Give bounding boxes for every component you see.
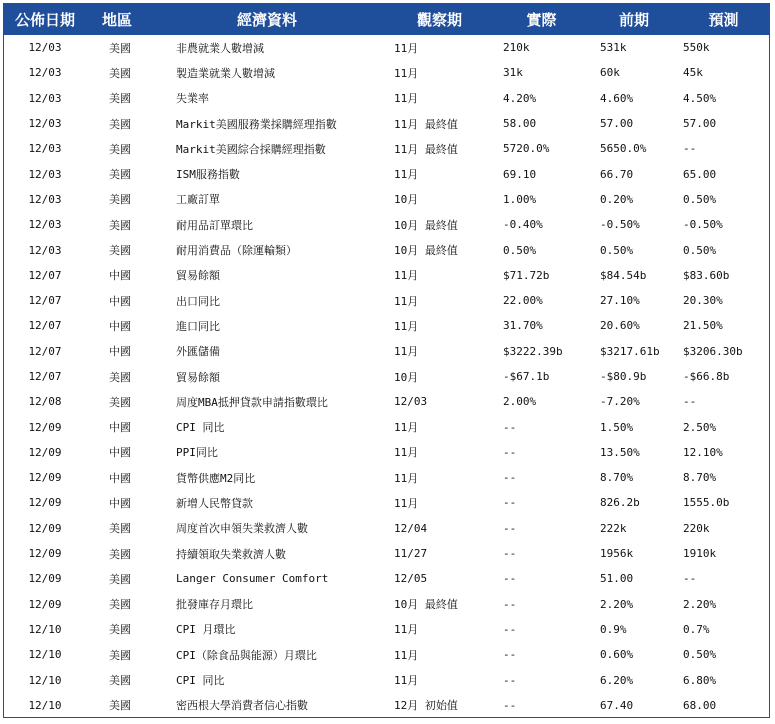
cell-region: 中國	[109, 421, 131, 435]
cell-period: 11月	[394, 319, 419, 333]
cell-previous: 1956k	[600, 547, 634, 561]
cell-release-date: 12/07	[28, 344, 62, 358]
cell-previous: 51.00	[600, 572, 634, 586]
cell-economic-data: 批發庫存月環比	[176, 598, 253, 612]
cell-region: 美國	[109, 142, 131, 156]
cell-release-date: 12/03	[28, 117, 62, 131]
cell-forecast: --	[683, 395, 697, 409]
cell-previous: 27.10%	[600, 294, 640, 308]
cell-period: 11月 最終值	[394, 117, 458, 131]
table-row	[4, 414, 769, 439]
cell-region: 美國	[109, 244, 131, 258]
cell-period: 11/27	[394, 547, 428, 561]
cell-previous: 57.00	[600, 117, 634, 131]
cell-actual: 31k	[503, 66, 523, 80]
cell-forecast: 1910k	[683, 547, 717, 561]
table-row	[4, 187, 769, 212]
cell-release-date: 12/03	[28, 142, 62, 156]
cell-release-date: 12/03	[28, 243, 62, 257]
cell-previous: 66.70	[600, 167, 634, 181]
cell-release-date: 12/09	[28, 420, 62, 434]
table-row	[4, 465, 769, 490]
cell-actual: --	[503, 445, 517, 459]
cell-economic-data: CPI 月環比	[176, 623, 236, 637]
cell-release-date: 12/03	[28, 167, 62, 181]
cell-economic-data: ISM服務指數	[176, 168, 240, 182]
cell-economic-data: CPI（除食品與能源）月環比	[176, 648, 317, 662]
cell-previous: 222k	[600, 521, 627, 535]
cell-actual: -$67.1b	[503, 370, 550, 383]
cell-actual: --	[503, 471, 517, 485]
cell-forecast: 1555.0b	[683, 496, 730, 510]
cell-period: 11月	[394, 66, 419, 80]
table-row	[4, 364, 769, 389]
cell-actual: --	[503, 698, 517, 712]
cell-forecast: 0.50%	[683, 243, 717, 257]
table-row	[4, 86, 769, 111]
cell-economic-data: 非農就業人數增減	[176, 41, 264, 55]
header-economic-data: 經濟資料	[236, 11, 297, 29]
cell-economic-data: 貿易餘額	[176, 370, 220, 384]
table-row	[4, 566, 769, 591]
cell-period: 10月	[394, 193, 419, 207]
table-row	[4, 111, 769, 136]
cell-forecast: 4.50%	[683, 91, 717, 105]
cell-region: 美國	[109, 92, 131, 106]
cell-period: 11月	[394, 92, 419, 106]
cell-region: 美國	[109, 572, 131, 586]
cell-region: 美國	[109, 598, 131, 612]
cell-forecast: 6.80%	[683, 673, 717, 687]
cell-release-date: 12/09	[28, 597, 62, 611]
cell-previous: -7.20%	[600, 395, 640, 409]
cell-actual: 2.00%	[503, 395, 537, 409]
cell-release-date: 12/09	[28, 572, 62, 586]
cell-forecast: 2.20%	[683, 597, 717, 611]
cell-period: 11月	[394, 471, 419, 485]
cell-forecast: 0.50%	[683, 192, 717, 206]
header-region: 地區	[101, 11, 132, 29]
cell-previous: -$80.9b	[600, 370, 647, 383]
table-row	[4, 313, 769, 338]
table-row	[4, 541, 769, 566]
cell-actual: --	[503, 420, 517, 434]
cell-region: 美國	[109, 699, 131, 713]
table-row	[4, 440, 769, 465]
economic-calendar-table	[4, 4, 769, 718]
cell-region: 中國	[109, 496, 131, 510]
cell-period: 11月	[394, 41, 419, 55]
cell-period: 10月 最終值	[394, 244, 458, 258]
cell-period: 10月 最終值	[394, 598, 458, 612]
cell-release-date: 12/10	[28, 698, 62, 712]
header-forecast: 預測	[708, 11, 739, 29]
cell-actual: --	[503, 622, 517, 636]
cell-region: 美國	[109, 66, 131, 80]
cell-region: 美國	[109, 395, 131, 409]
cell-actual: --	[503, 572, 517, 586]
cell-actual: 69.10	[503, 167, 537, 181]
cell-forecast: $83.60b	[683, 268, 730, 282]
cell-period: 12/03	[394, 395, 428, 409]
cell-region: 美國	[109, 674, 131, 688]
cell-release-date: 12/10	[28, 648, 62, 662]
cell-previous: -0.50%	[600, 218, 640, 232]
cell-economic-data: 持續領取失業救濟人數	[176, 547, 286, 561]
cell-period: 12月 初始值	[394, 699, 458, 713]
cell-previous: 0.60%	[600, 648, 634, 662]
cell-period: 11月	[394, 294, 419, 308]
cell-period: 12/04	[394, 521, 428, 535]
cell-economic-data: 新增人民幣貸款	[176, 496, 253, 510]
cell-actual: --	[503, 648, 517, 662]
cell-period: 11月	[394, 421, 419, 435]
cell-previous: 1.50%	[600, 420, 634, 434]
table-row	[4, 35, 769, 60]
cell-actual: 31.70%	[503, 319, 543, 333]
cell-previous: 0.20%	[600, 192, 634, 206]
cell-previous: 0.9%	[600, 622, 627, 636]
cell-region: 美國	[109, 623, 131, 637]
cell-period: 11月	[394, 345, 419, 359]
cell-release-date: 12/07	[28, 268, 62, 282]
cell-previous: 531k	[600, 41, 627, 55]
cell-actual: 210k	[503, 41, 530, 55]
cell-economic-data: 外匯儲備	[176, 345, 220, 359]
cell-period: 10月	[394, 370, 419, 384]
cell-release-date: 12/09	[28, 445, 62, 459]
cell-region: 美國	[109, 522, 131, 536]
cell-forecast: -$66.8b	[683, 370, 730, 383]
cell-actual: -0.40%	[503, 218, 543, 232]
cell-forecast: 12.10%	[683, 445, 723, 459]
table-row	[4, 288, 769, 313]
cell-economic-data: 耐用品訂單環比	[176, 218, 253, 232]
cell-economic-data: 工廠訂單	[176, 193, 220, 207]
table-row	[4, 212, 769, 237]
cell-release-date: 12/03	[28, 192, 62, 206]
table-row	[4, 693, 769, 718]
cell-region: 中國	[109, 294, 131, 308]
cell-economic-data: 貿易餘額	[176, 269, 220, 283]
cell-previous: 13.50%	[600, 445, 640, 459]
cell-forecast: 0.50%	[683, 648, 717, 662]
cell-period: 11月	[394, 269, 419, 283]
cell-region: 美國	[109, 117, 131, 131]
cell-previous: 4.60%	[600, 91, 634, 105]
cell-region: 美國	[109, 370, 131, 384]
cell-period: 11月	[394, 674, 419, 688]
cell-release-date: 12/03	[28, 66, 62, 80]
cell-forecast: 0.7%	[683, 622, 710, 636]
cell-release-date: 12/03	[28, 91, 62, 105]
cell-forecast: --	[683, 572, 697, 586]
cell-release-date: 12/07	[28, 294, 62, 308]
cell-region: 中國	[109, 471, 131, 485]
cell-release-date: 12/07	[28, 319, 62, 333]
economic-calendar-frame	[3, 3, 770, 718]
table-row	[4, 617, 769, 642]
table-row	[4, 389, 769, 414]
cell-actual: 58.00	[503, 117, 537, 131]
cell-period: 11月	[394, 496, 419, 510]
header-previous: 前期	[618, 11, 649, 29]
cell-economic-data: 製造業就業人數增減	[176, 66, 275, 80]
cell-actual: --	[503, 597, 517, 611]
cell-forecast: 21.50%	[683, 319, 723, 333]
cell-actual: 1.00%	[503, 192, 537, 206]
cell-economic-data: 失業率	[176, 92, 209, 106]
cell-economic-data: 貨幣供應M2同比	[176, 471, 256, 485]
cell-economic-data: 周度MBA抵押貸款申請指數環比	[176, 395, 328, 409]
cell-region: 美國	[109, 41, 131, 55]
cell-region: 美國	[109, 168, 131, 182]
cell-release-date: 12/10	[28, 622, 62, 636]
table-row	[4, 592, 769, 617]
cell-release-date: 12/03	[28, 41, 62, 55]
cell-previous: 67.40	[600, 698, 634, 712]
cell-forecast: 550k	[683, 41, 710, 55]
cell-previous: 2.20%	[600, 597, 634, 611]
header-period: 觀察期	[416, 11, 462, 29]
cell-forecast: 45k	[683, 66, 703, 80]
cell-actual: 0.50%	[503, 243, 537, 257]
cell-release-date: 12/07	[28, 370, 62, 383]
cell-economic-data: 出口同比	[176, 294, 220, 308]
table-header-row	[4, 4, 769, 35]
cell-previous: 20.60%	[600, 319, 640, 333]
cell-release-date: 12/09	[28, 547, 62, 561]
cell-region: 中國	[109, 269, 131, 283]
table-row	[4, 516, 769, 541]
cell-forecast: 2.50%	[683, 420, 717, 434]
table-row	[4, 60, 769, 85]
cell-release-date: 12/08	[28, 395, 62, 409]
cell-previous: 6.20%	[600, 673, 634, 687]
cell-region: 美國	[109, 547, 131, 561]
cell-previous: 8.70%	[600, 471, 634, 485]
cell-region: 美國	[109, 218, 131, 232]
cell-release-date: 12/03	[28, 218, 62, 232]
cell-release-date: 12/09	[28, 521, 62, 535]
cell-forecast: --	[683, 142, 697, 156]
table-row	[4, 161, 769, 186]
cell-economic-data: 進口同比	[176, 319, 220, 333]
cell-period: 11月 最終值	[394, 142, 458, 156]
cell-forecast: -0.50%	[683, 218, 723, 232]
table-row	[4, 136, 769, 161]
cell-actual: 22.00%	[503, 294, 543, 308]
cell-region: 美國	[109, 648, 131, 662]
cell-actual: --	[503, 496, 517, 510]
cell-economic-data: Langer Consumer Comfort	[176, 572, 329, 586]
cell-economic-data: 耐用消費品（除運輸類）	[176, 244, 297, 258]
cell-previous: 60k	[600, 66, 620, 80]
table-row	[4, 339, 769, 364]
cell-period: 10月 最終值	[394, 218, 458, 232]
cell-period: 11月	[394, 623, 419, 637]
cell-economic-data: Markit美國綜合採購經理指數	[176, 142, 326, 156]
cell-actual: $71.72b	[503, 268, 550, 282]
cell-release-date: 12/09	[28, 471, 62, 485]
cell-actual: --	[503, 521, 517, 535]
cell-economic-data: 周度首次申領失業救濟人數	[176, 522, 308, 536]
table-row	[4, 237, 769, 262]
cell-period: 11月	[394, 446, 419, 460]
table-body	[4, 35, 769, 718]
cell-previous: 0.50%	[600, 243, 634, 257]
cell-period: 11月	[394, 648, 419, 662]
header-actual: 實際	[526, 11, 557, 29]
cell-economic-data: 密西根大學消費者信心指數	[176, 699, 308, 713]
cell-region: 中國	[109, 319, 131, 333]
table-row	[4, 490, 769, 515]
cell-actual: 5720.0%	[503, 142, 550, 156]
cell-actual: --	[503, 673, 517, 687]
cell-economic-data: CPI 同比	[176, 421, 225, 435]
table-row	[4, 263, 769, 288]
cell-region: 美國	[109, 193, 131, 207]
cell-economic-data: CPI 同比	[176, 674, 225, 688]
cell-forecast: 20.30%	[683, 294, 723, 308]
table-row	[4, 667, 769, 692]
cell-actual: 4.20%	[503, 91, 537, 105]
cell-previous: 826.2b	[600, 496, 640, 510]
cell-forecast: 220k	[683, 521, 710, 535]
cell-forecast: 57.00	[683, 117, 717, 131]
cell-previous: $3217.61b	[600, 344, 660, 358]
cell-period: 11月	[394, 168, 419, 182]
cell-region: 中國	[109, 446, 131, 460]
cell-actual: --	[503, 547, 517, 561]
cell-forecast: 8.70%	[683, 471, 717, 485]
cell-release-date: 12/10	[28, 673, 62, 687]
cell-economic-data: PPI同比	[176, 446, 218, 460]
cell-release-date: 12/09	[28, 496, 62, 510]
cell-actual: $3222.39b	[503, 344, 563, 358]
table-row	[4, 642, 769, 667]
cell-period: 12/05	[394, 572, 428, 586]
cell-economic-data: Markit美國服務業採購經理指數	[176, 117, 337, 131]
cell-previous: 5650.0%	[600, 142, 647, 156]
cell-forecast: $3206.30b	[683, 344, 743, 358]
cell-previous: $84.54b	[600, 268, 647, 282]
cell-forecast: 65.00	[683, 167, 717, 181]
cell-region: 中國	[109, 345, 131, 359]
header-release-date: 公佈日期	[14, 11, 75, 29]
cell-forecast: 68.00	[683, 698, 717, 712]
